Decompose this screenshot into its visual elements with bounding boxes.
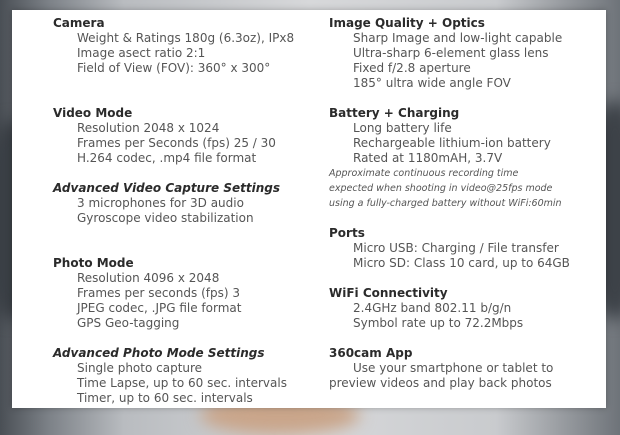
spec-item: Long battery life (353, 121, 452, 135)
spec-item: GPS Geo-tagging (77, 316, 180, 330)
spec-item: Ultra-sharp 6-element glass lens (353, 46, 549, 60)
spec-item: Frames per seconds (fps) 3 (77, 286, 240, 300)
spec-item: Fixed f/2.8 aperture (353, 61, 471, 75)
spec-item: 185° ultra wide angle FOV (353, 76, 511, 90)
right-column (329, 16, 604, 391)
spec-paragraph: Use your smartphone or tablet to preview videos and play back photos (329, 361, 554, 390)
spec-item: Sharp Image and low-light capable (353, 31, 563, 45)
spec-item: Micro SD: Class 10 card, up to 64GB (353, 256, 570, 270)
section-heading: Ports (329, 226, 365, 240)
spec-item: Rated at 1180mAH, 3.7V (353, 151, 503, 165)
spec-item: H.264 codec, .mp4 file format (77, 151, 257, 165)
spec-section-app (329, 346, 604, 391)
spec-section-photo-mode (53, 256, 323, 331)
section-heading: Advanced Photo Mode Settings (53, 346, 265, 360)
spec-item: Micro USB: Charging / File transfer (353, 241, 559, 255)
spec-item: Symbol rate up to 72.2Mbps (353, 316, 524, 330)
spec-item: Gyroscope video stabilization (77, 211, 254, 225)
spec-section-video-mode (53, 106, 323, 166)
battery-note-line: Approximate continuous recording time (329, 168, 519, 179)
section-heading: Battery + Charging (329, 106, 460, 120)
spec-item: Single photo capture (77, 361, 203, 375)
spec-item: Field of View (FOV): 360° x 300° (77, 61, 271, 75)
spec-item: JPEG codec, .JPG file format (77, 301, 242, 315)
spec-section-wifi (329, 286, 604, 331)
spec-item: 3 microphones for 3D audio (77, 196, 244, 210)
battery-note-line: expected when shooting in video@25fps mode (329, 183, 553, 194)
spec-item: Resolution 2048 x 1024 (77, 121, 220, 135)
spec-section-ports (329, 226, 604, 271)
section-heading: WiFi Connectivity (329, 286, 448, 300)
section-heading: Photo Mode (53, 256, 134, 270)
spec-section-camera (53, 16, 323, 76)
spec-item: Rechargeable lithium-ion battery (353, 136, 551, 150)
section-heading: Image Quality + Optics (329, 16, 485, 30)
spec-section-image-quality (329, 16, 604, 91)
spec-item: 2.4GHz band 802.11 b/g/n (353, 301, 512, 315)
spec-item: Weight & Ratings 180g (6.3oz), IPx8 (77, 31, 295, 45)
spec-section-advanced-video (53, 181, 323, 226)
spec-item: Resolution 4096 x 2048 (77, 271, 220, 285)
spec-item: Time Lapse, up to 60 sec. intervals (77, 376, 287, 390)
section-heading: Camera (53, 16, 105, 30)
spec-section-advanced-photo (53, 346, 323, 406)
spec-item: Image asect ratio 2:1 (77, 46, 206, 60)
section-heading: 360cam App (329, 346, 413, 360)
battery-note-line: using a fully-charged battery without WiFi:60min (329, 198, 562, 209)
spec-section-battery (329, 106, 604, 211)
section-heading: Advanced Video Capture Settings (53, 181, 280, 195)
left-column (53, 16, 323, 406)
spec-item: Timer, up to 60 sec. intervals (77, 391, 253, 405)
section-heading: Video Mode (53, 106, 133, 120)
spec-item: Frames per Seconds (fps) 25 / 30 (77, 136, 276, 150)
spec-sheet-panel (12, 10, 606, 408)
